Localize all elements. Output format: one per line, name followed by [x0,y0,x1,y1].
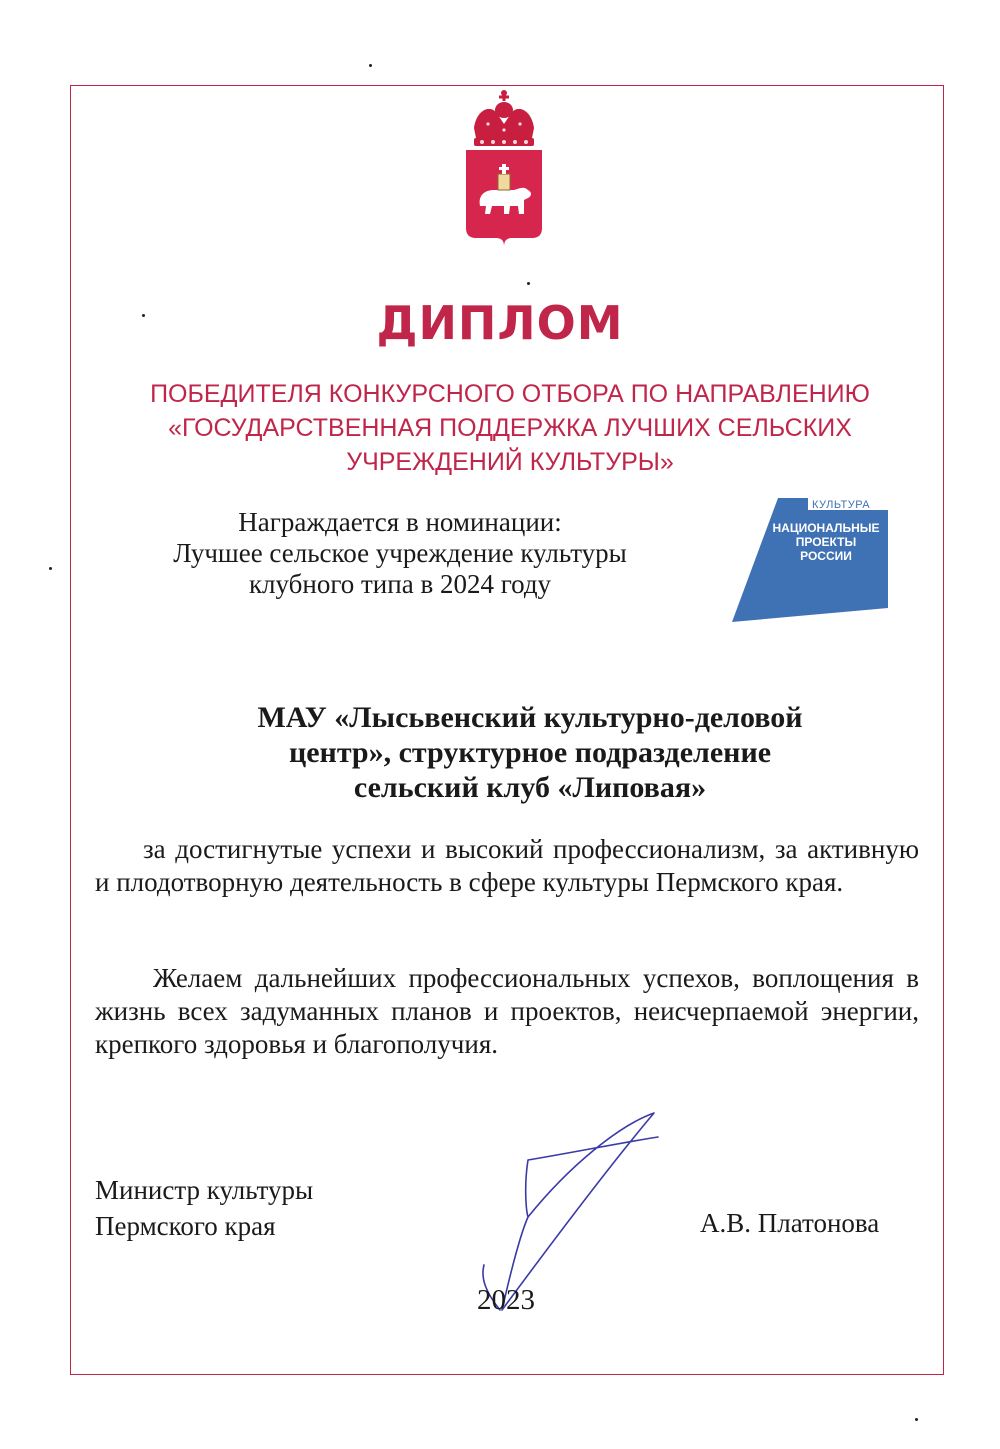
diploma-year: 2023 [477,1284,535,1316]
recipient-organization [130,700,930,805]
wishes-paragraph: Желаем дальнейших профессиональных успехов, воплощения в жизнь всех задуманных планов и проектов, неисчерпаемой энергии, крепкого здоровья и благополучия. [95,963,919,1059]
nomination-block [110,507,690,600]
subtitle-line: «ГОСУДАРСТВЕННАЯ ПОДДЕРЖКА ЛУЧШИХ СЕЛЬСКИХ [168,414,852,442]
organization-line: сельский клуб «Липовая» [353,771,707,804]
paper-speck [369,64,372,67]
logo-title-line: НАЦИОНАЛЬНЫЕ [772,521,880,535]
subtitle-line: УЧРЕЖДЕНИЙ КУЛЬТУРЫ» [346,448,674,476]
organization-line: центр», структурное подразделение [288,736,772,769]
diploma-subtitle [100,377,920,479]
organization-line: МАУ «Лысьвенский культурно-деловой [257,701,803,734]
perm-krai-coat-of-arms-icon [462,88,546,258]
minister-line: Пермского края [95,1211,276,1241]
award-reason-paragraph: за достигнутые успехи и высокий профессионализм, за активную и плодотворную деятельность в сфере культуры Пермского края. [95,834,919,897]
paper-speck [527,282,530,285]
paper-speck [915,1418,918,1421]
logo-title [762,521,890,563]
subtitle-line: ПОБЕДИТЕЛЯ КОНКУРСНОГО ОТБОРА ПО НАПРАВЛЕНИЮ [150,380,870,408]
minister-title [95,1172,313,1244]
signer-name: А.В. Платонова [700,1208,880,1238]
logo-caption: КУЛЬТУРА [812,499,871,511]
paper-speck [49,567,52,570]
logo-title-line: РОССИИ [800,549,852,563]
nomination-line: клубного типа в 2024 году [248,569,552,599]
logo-title-line: ПРОЕКТЫ [795,535,857,549]
nomination-line: Лучшее сельское учреждение культуры [173,538,627,568]
diploma-title: ДИПЛОМ [376,296,624,350]
nomination-line: Награждается в номинации: [238,507,562,537]
minister-line: Министр культуры [95,1175,314,1205]
